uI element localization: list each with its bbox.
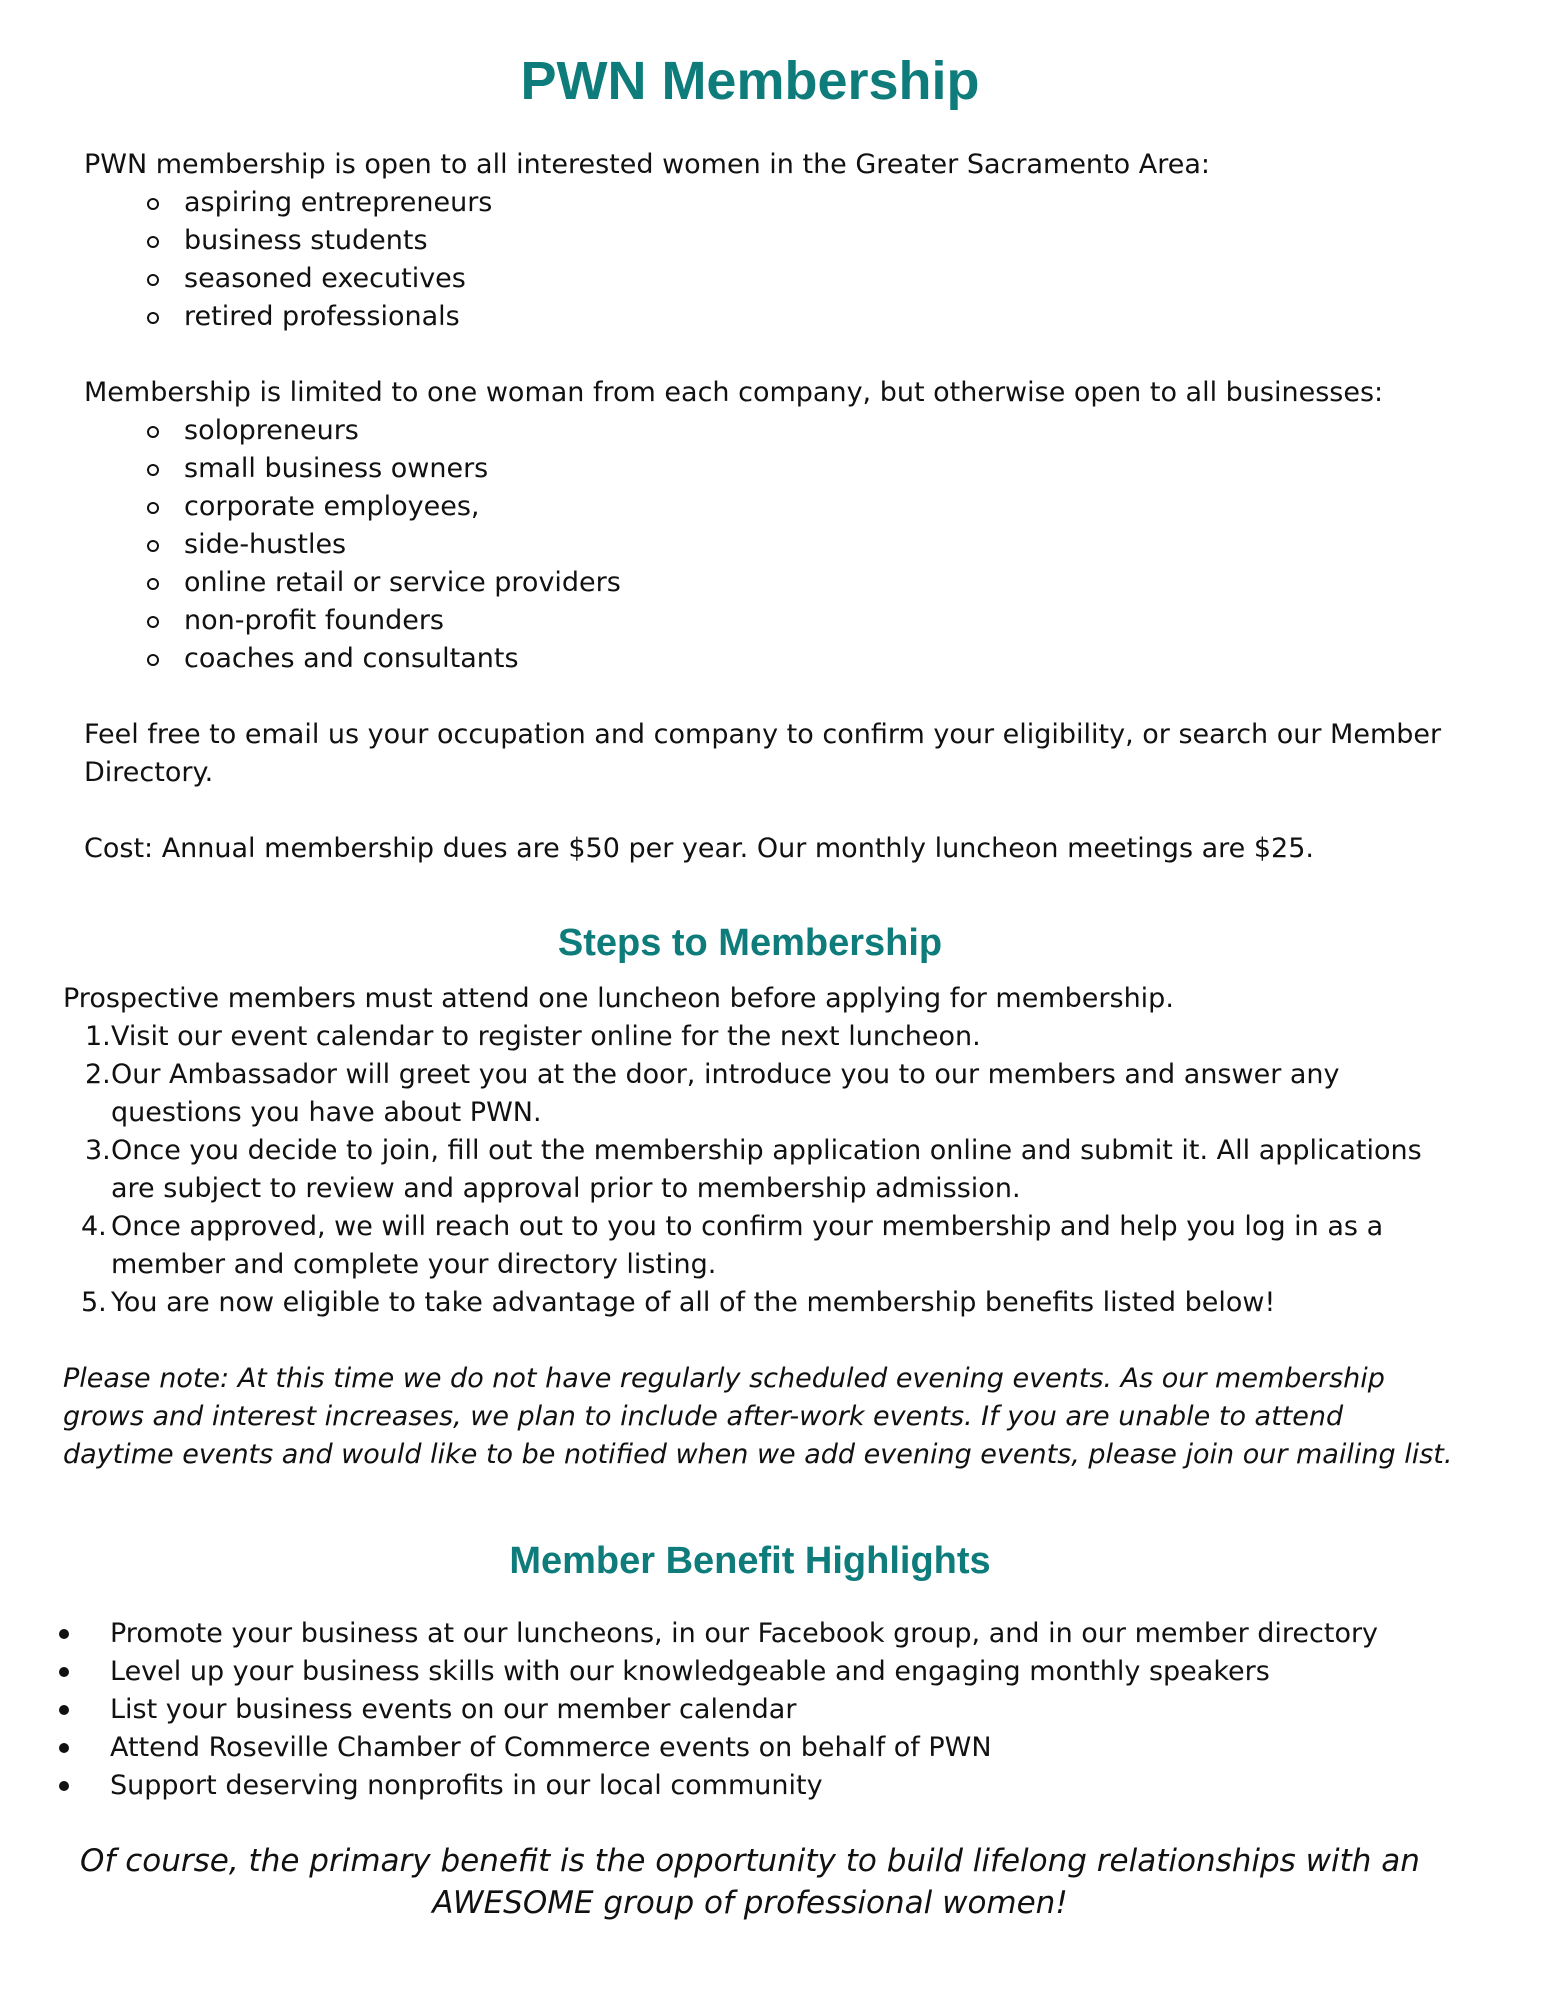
step-number: 2. (85, 1059, 111, 1090)
list-item: solopreneurs (147, 412, 621, 450)
step-number: 1. (85, 1021, 111, 1052)
intro-lead: PWN membership is open to all interested women in the Greater Sacramento Area: (84, 149, 1210, 180)
step-item (63, 1018, 1422, 1056)
step-text-continued: member and complete your directory listing. (111, 1249, 717, 1280)
list-item: retired professionals (147, 298, 492, 336)
note-line-1: Please note: At this time we do not have regularly scheduled evening events. As our membership (63, 1363, 1385, 1394)
cost-text: Cost: Annual membership dues are $50 per year. Our monthly luncheon meetings are $25. (84, 833, 1314, 864)
step-text: Once approved, we will reach out to you to confirm your membership and help you log in as a (111, 1211, 1384, 1242)
page-title: PWN Membership (520, 51, 980, 111)
list-item: Attend Roseville Chamber of Commerce events on behalf of PWN (59, 1729, 1378, 1767)
list-item: Support deserving nonprofits in our local community (59, 1767, 1378, 1805)
step-text-continued: are subject to review and approval prior to membership admission. (111, 1173, 1021, 1204)
audience-list (147, 184, 492, 336)
list-item: aspiring entrepreneurs (147, 184, 492, 222)
list-item: non-profit founders (147, 602, 621, 640)
business-types-list (147, 412, 621, 678)
benefits-list (59, 1615, 1378, 1805)
benefits-heading: Member Benefit Highlights (509, 1540, 991, 1582)
eligibility-line-2: Directory. (84, 757, 214, 788)
closing-line-1: Of course, the primary benefit is the opportunity to build lifelong relationships with an (80, 1843, 1420, 1879)
list-item: small business owners (147, 450, 621, 488)
step-text: Once you decide to join, fill out the membership application online and submit it. All applications (111, 1135, 1422, 1166)
step-item (63, 1284, 1422, 1322)
note-line-2: grows and interest increases, we plan to include after-work events. If you are unable to attend (63, 1401, 1344, 1432)
list-item: side-hustles (147, 526, 621, 564)
step-text: Visit our event calendar to register online for the next luncheon. (111, 1021, 981, 1052)
steps-heading: Steps to Membership (557, 922, 943, 964)
list-item: seasoned executives (147, 260, 492, 298)
steps-list (63, 1018, 1422, 1322)
list-item: coaches and consultants (147, 640, 621, 678)
closing-text (0, 1840, 1500, 1924)
list-item: business students (147, 222, 492, 260)
step-text-continued: questions you have about PWN. (111, 1097, 542, 1128)
list-item: Level up your business skills with our knowledgeable and engaging monthly speakers (59, 1653, 1378, 1691)
step-item (63, 1132, 1422, 1208)
note-line-3: daytime events and would like to be notified when we add evening events, please join our mailing list. (63, 1439, 1453, 1470)
step-item (63, 1056, 1422, 1132)
steps-lead: Prospective members must attend one luncheon before applying for membership. (63, 983, 1174, 1014)
step-item (63, 1208, 1422, 1284)
businesses-lead: Membership is limited to one woman from each company, but otherwise open to all businesses: (84, 377, 1384, 408)
list-item: online retail or service providers (147, 564, 621, 602)
step-number: 3. (85, 1135, 111, 1166)
step-text: Our Ambassador will greet you at the door, introduce you to our members and answer any (111, 1059, 1340, 1090)
step-number: 4. (81, 1211, 107, 1242)
closing-line-2: AWESOME group of professional women! (432, 1885, 1068, 1921)
list-item: corporate employees, (147, 488, 621, 526)
list-item: List your business events on our member calendar (59, 1691, 1378, 1729)
step-number: 5. (81, 1287, 107, 1318)
step-text: You are now eligible to take advantage of all of the membership benefits listed below! (111, 1287, 1276, 1318)
eligibility-line-1: Feel free to email us your occupation and company to confirm your eligibility, or search our Member (84, 719, 1442, 750)
list-item: Promote your business at our luncheons, in our Facebook group, and in our member directory (59, 1615, 1378, 1653)
